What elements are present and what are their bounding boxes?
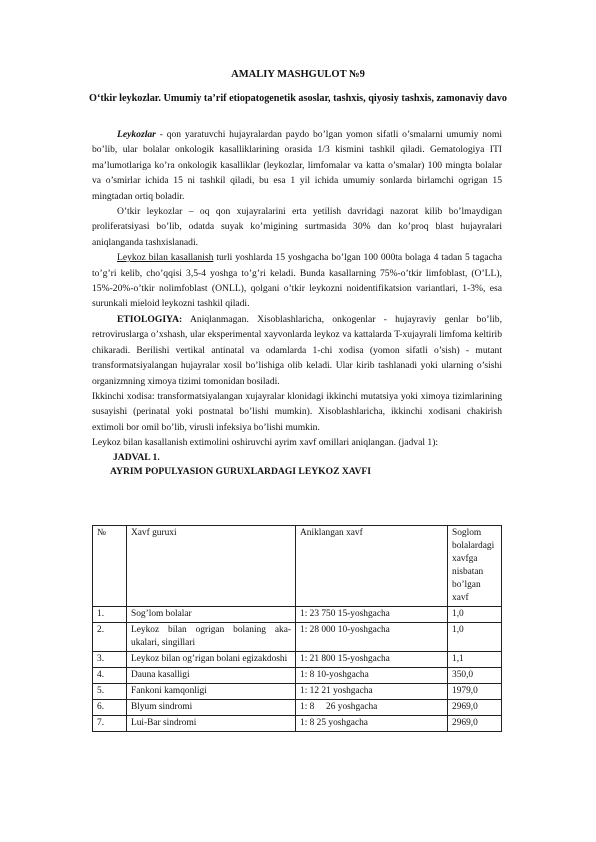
table-cell: 1.: [93, 607, 127, 623]
table-cell: 2969,0: [448, 716, 502, 732]
table-row: [93, 652, 502, 668]
table-cell: 1: 8 10-yoshgacha: [296, 668, 448, 684]
paragraph-etiologiya: [92, 312, 502, 389]
table-cell: Sog’lom bolalar: [127, 607, 296, 623]
table-cell: Dauna kasalligi: [127, 668, 296, 684]
table-cell: 350,0: [448, 668, 502, 684]
table-cell: 1979,0: [448, 684, 502, 700]
table-cell: 1: 28 000 10-yoshgacha: [296, 623, 448, 652]
table-caption-number: JADVAL 1.: [113, 451, 160, 463]
table-header-cell: Aniklangan xavf: [296, 526, 448, 607]
table-row: [93, 700, 502, 716]
table-cell: 3.: [93, 652, 127, 668]
table-row: [93, 684, 502, 700]
table-cell: 4.: [93, 668, 127, 684]
document-body: [92, 127, 502, 478]
page-title: AMALIY MASHGULOT №9: [231, 69, 365, 80]
paragraph-ikkinchi-xodisa: Ikkinchi xodisa: transformatsiyalangan xujayralar klonidagi ikkinchi mutatsiya yoki ximoya tizimlarining susayishi (perinatal yoki postnatal bo’lishi mumkin). Xisoblashlaricha, ikkinchi xodisani chakirish extimoli bor omil bo’lib, virusli infeksiya bo’lishi mumkin.: [92, 390, 502, 433]
table-header-cell: №: [93, 526, 127, 607]
table-cell: 1: 12 21 yoshgacha: [296, 684, 448, 700]
table-header-cell: Xavf guruxi: [127, 526, 296, 607]
paragraph-kasallanish: [92, 250, 502, 312]
table-cell: 1: 21 800 15-yoshgacha: [296, 652, 448, 668]
paragraph-xavf-omillari: Leykoz bilan kasallanish extimolini oshiruvchi ayrim xavf omillari aniqlangan. (jadval 1):: [92, 437, 439, 449]
paragraph-leykozlar: [92, 127, 502, 204]
paragraph-text: Aniqlanmagan. Xisoblashlaricha, onkogenlar - hujayraviy genlar bo’lib, retroviruslarga o’xshash, ular eksperimental xayvonlarda leykoz va kattalarda T-xujayrali limfoma keltirib chikaradi. Berilishi vertikal antinatal va odamlarda 1-chi xodisa (yomon sifatli o’sish) - mutant transformatsiyalangan hujayralar xosil bo’lishiga olib keladi. Ular kirib tashlanadi yoki ularning o’sishi organizmning ximoya tizimi tomonidan bosiladi.: [92, 313, 502, 387]
table-cell: 1,0: [448, 623, 502, 652]
table-cell: Fankoni kamqonligi: [127, 684, 296, 700]
table-cell: 1: 23 750 15-yoshgacha: [296, 607, 448, 623]
table-cell: Blyum sindromi: [127, 700, 296, 716]
table-cell: Leykoz bilan og’rigan bolani egizakdoshi: [127, 652, 296, 668]
table-cell: 2969,0: [448, 700, 502, 716]
table-header-cell: Soglom bolalardagi xavfga nisbatan bo’lgan xavf: [448, 526, 502, 607]
paragraph-otkir-leykozlar: O’tkir leykozlar – oq qon xujayralarini erta yetilish davridagi nazorat kilib bo’lmaydigan proliferatsiyasi bo’lib, odatda suyak ko’migining surtmasida 30% dan ko’proq blast hujayralari aniqlanganda tashxislanadi.: [92, 206, 502, 248]
table-cell: Leykoz bilan ogrigan bolaning aka-ukalari, singillari: [127, 623, 296, 652]
table-cell: 1,1: [448, 652, 502, 668]
table-cell: 1: 8 25 yoshgacha: [296, 716, 448, 732]
table-cell: 5.: [93, 684, 127, 700]
table-row: [93, 623, 502, 652]
risk-table: [92, 525, 502, 732]
page-subtitle: O‘tkir leykozlar. Umumiy ta’rif etiopatogenetik asoslar, tashxis, qiyosiy tashxis, zamonaviy davo: [89, 93, 507, 104]
table-cell: 7.: [93, 716, 127, 732]
paragraph-text: turli yoshlarda 15 yoshgacha bo’lgan 100 000ta bolaga 4 tadan 5 tagacha to’g’ri kelib, cho’qqisi 3,5-4 yoshga to’g’ri keladi. Bunda kasallarning 75%-o’tkir limfoblast, (O’LL), 15%-20%-o’tkir nolimfoblast (ONLL), qolgani o’tkir leykozni noidentifikatsion variantlari, 1-3%, esa surunkali mieloid leykozni tashkil qiladi.: [92, 252, 502, 310]
table-row: [93, 668, 502, 684]
term-leykozlar: Leykozlar: [117, 129, 156, 140]
table-caption-title: AYRIM POPULYASION GURUXLARDAGI LEYKOZ XAVFI: [110, 465, 372, 477]
table-cell: 1: 8 26 yoshgacha: [296, 700, 448, 716]
table-cell: 1,0: [448, 607, 502, 623]
term-kasallanish: Leykoz bilan kasallanish: [117, 252, 214, 264]
paragraph-text: - qon yaratuvchi hujayralardan paydo bo’lgan yomon sifatli o’smalarni umumiy nomi bo’lib, ular bolalar onkologik kasalliklarining orasida 1/3 kismini tashkil qiladi. Gematologiya ITI ma’lumotlariga ko’ra onkologik kasalliklar (leykozlar, limfomalar va katta o’smalar) 100 mingta bolalar va o’smirlar ichida 15 ni tashkil qiladi, bu esa 1 yil ichida umumiy sonlarda birlamchi ogrigan 15 mingtadan ortiq boladir.: [92, 129, 502, 202]
table-header-row: [93, 526, 502, 607]
table-cell: Lui-Bar sindromi: [127, 716, 296, 732]
table-row: [93, 716, 502, 732]
table-row: [93, 607, 502, 623]
term-etiologiya: ETIOLOGIYA:: [117, 313, 183, 325]
table-cell: 6.: [93, 700, 127, 716]
table-cell: 2.: [93, 623, 127, 652]
